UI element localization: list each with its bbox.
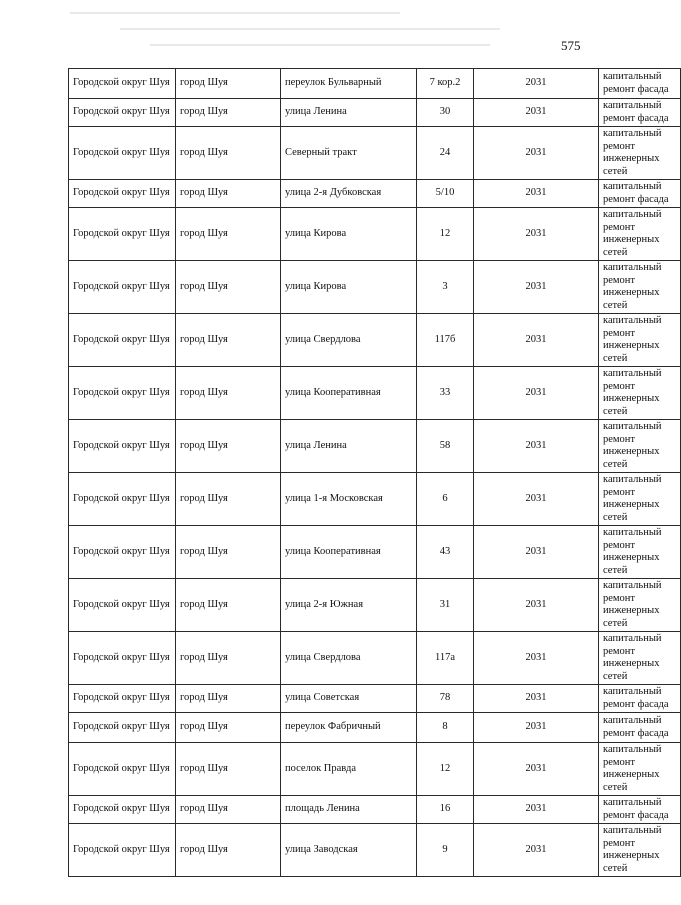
cell-house-number: 8 <box>417 713 474 743</box>
table-row <box>69 579 681 632</box>
cell-city: город Шуя <box>176 180 281 208</box>
cell-district: Городской округ Шуя <box>69 99 176 127</box>
faint-header-bleed-1 <box>70 12 400 14</box>
table-row <box>69 743 681 796</box>
cell-street: поселок Правда <box>281 743 417 796</box>
cell-work-type: капитальный ремонт фасада <box>599 99 681 127</box>
cell-district: Городской округ Шуя <box>69 69 176 99</box>
table-row <box>69 526 681 579</box>
cell-city: город Шуя <box>176 420 281 473</box>
cell-district: Городской округ Шуя <box>69 632 176 685</box>
cell-district: Городской округ Шуя <box>69 526 176 579</box>
cell-year: 2031 <box>474 420 599 473</box>
cell-street: улица Советская <box>281 685 417 713</box>
cell-city: город Шуя <box>176 367 281 420</box>
cell-work-type: капитальный ремонт инженерных сетей <box>599 208 681 261</box>
table-row <box>69 685 681 713</box>
cell-house-number: 117б <box>417 314 474 367</box>
table-body <box>69 69 681 877</box>
cell-street: улица Свердлова <box>281 314 417 367</box>
cell-city: город Шуя <box>176 526 281 579</box>
table-row <box>69 824 681 877</box>
cell-district: Городской округ Шуя <box>69 180 176 208</box>
cell-year: 2031 <box>474 127 599 180</box>
cell-work-type: капитальный ремонт инженерных сетей <box>599 824 681 877</box>
cell-year: 2031 <box>474 69 599 99</box>
cell-street: улица Кооперативная <box>281 367 417 420</box>
page-number: 575 <box>561 38 581 53</box>
cell-district: Городской округ Шуя <box>69 208 176 261</box>
table-row <box>69 367 681 420</box>
cell-work-type: капитальный ремонт фасада <box>599 685 681 713</box>
table-row <box>69 261 681 314</box>
cell-house-number: 58 <box>417 420 474 473</box>
cell-house-number: 78 <box>417 685 474 713</box>
cell-year: 2031 <box>474 99 599 127</box>
table-row <box>69 420 681 473</box>
table-row <box>69 473 681 526</box>
cell-street: площадь Ленина <box>281 796 417 824</box>
cell-street: Северный тракт <box>281 127 417 180</box>
cell-district: Городской округ Шуя <box>69 473 176 526</box>
cell-house-number: 30 <box>417 99 474 127</box>
cell-year: 2031 <box>474 824 599 877</box>
cell-house-number: 33 <box>417 367 474 420</box>
cell-work-type: капитальный ремонт инженерных сетей <box>599 632 681 685</box>
cell-work-type: капитальный ремонт инженерных сетей <box>599 743 681 796</box>
cell-street: улица Свердлова <box>281 632 417 685</box>
cell-street: улица Кооперативная <box>281 526 417 579</box>
cell-district: Городской округ Шуя <box>69 127 176 180</box>
cell-work-type: капитальный ремонт инженерных сетей <box>599 127 681 180</box>
cell-street: переулок Фабричный <box>281 713 417 743</box>
faint-header-bleed-2 <box>120 28 500 30</box>
cell-year: 2031 <box>474 632 599 685</box>
table-row <box>69 314 681 367</box>
cell-house-number: 12 <box>417 208 474 261</box>
cell-work-type: капитальный ремонт фасада <box>599 796 681 824</box>
cell-house-number: 117а <box>417 632 474 685</box>
cell-city: город Шуя <box>176 127 281 180</box>
cell-city: город Шуя <box>176 314 281 367</box>
cell-street: улица Заводская <box>281 824 417 877</box>
cell-year: 2031 <box>474 743 599 796</box>
table-row <box>69 127 681 180</box>
table-row <box>69 208 681 261</box>
cell-house-number: 16 <box>417 796 474 824</box>
cell-work-type: капитальный ремонт фасада <box>599 69 681 99</box>
cell-house-number: 43 <box>417 526 474 579</box>
cell-work-type: капитальный ремонт инженерных сетей <box>599 420 681 473</box>
cell-year: 2031 <box>474 367 599 420</box>
cell-street: улица Кирова <box>281 261 417 314</box>
cell-house-number: 6 <box>417 473 474 526</box>
cell-house-number: 9 <box>417 824 474 877</box>
table-row <box>69 99 681 127</box>
cell-district: Городской округ Шуя <box>69 314 176 367</box>
table-row <box>69 713 681 743</box>
cell-year: 2031 <box>474 473 599 526</box>
cell-district: Городской округ Шуя <box>69 367 176 420</box>
cell-street: улица 2-я Дубковская <box>281 180 417 208</box>
table-row <box>69 69 681 99</box>
cell-house-number: 24 <box>417 127 474 180</box>
cell-city: город Шуя <box>176 713 281 743</box>
cell-street: улица Ленина <box>281 99 417 127</box>
cell-work-type: капитальный ремонт инженерных сетей <box>599 526 681 579</box>
cell-street: улица 1-я Московская <box>281 473 417 526</box>
cell-work-type: капитальный ремонт инженерных сетей <box>599 367 681 420</box>
cell-city: город Шуя <box>176 261 281 314</box>
cell-work-type: капитальный ремонт инженерных сетей <box>599 579 681 632</box>
cell-city: город Шуя <box>176 685 281 713</box>
cell-year: 2031 <box>474 796 599 824</box>
cell-work-type: капитальный ремонт инженерных сетей <box>599 314 681 367</box>
cell-work-type: капитальный ремонт фасада <box>599 180 681 208</box>
cell-work-type: капитальный ремонт инженерных сетей <box>599 473 681 526</box>
cell-city: город Шуя <box>176 632 281 685</box>
cell-house-number: 3 <box>417 261 474 314</box>
cell-work-type: капитальный ремонт инженерных сетей <box>599 261 681 314</box>
cell-district: Городской округ Шуя <box>69 743 176 796</box>
repair-schedule-table <box>68 68 681 877</box>
cell-district: Городской округ Шуя <box>69 713 176 743</box>
cell-year: 2031 <box>474 579 599 632</box>
cell-district: Городской округ Шуя <box>69 685 176 713</box>
cell-house-number: 12 <box>417 743 474 796</box>
cell-work-type: капитальный ремонт фасада <box>599 713 681 743</box>
cell-district: Городской округ Шуя <box>69 261 176 314</box>
cell-district: Городской округ Шуя <box>69 796 176 824</box>
cell-street: улица Кирова <box>281 208 417 261</box>
cell-year: 2031 <box>474 685 599 713</box>
cell-district: Городской округ Шуя <box>69 420 176 473</box>
cell-year: 2031 <box>474 526 599 579</box>
cell-street: переулок Бульварный <box>281 69 417 99</box>
faint-header-bleed-3 <box>150 44 490 46</box>
cell-city: город Шуя <box>176 473 281 526</box>
cell-city: город Шуя <box>176 743 281 796</box>
cell-house-number: 5/10 <box>417 180 474 208</box>
cell-city: город Шуя <box>176 69 281 99</box>
cell-city: город Шуя <box>176 99 281 127</box>
table-row <box>69 796 681 824</box>
cell-year: 2031 <box>474 314 599 367</box>
cell-city: город Шуя <box>176 208 281 261</box>
cell-district: Городской округ Шуя <box>69 579 176 632</box>
cell-year: 2031 <box>474 261 599 314</box>
cell-year: 2031 <box>474 180 599 208</box>
cell-street: улица Ленина <box>281 420 417 473</box>
cell-house-number: 31 <box>417 579 474 632</box>
cell-year: 2031 <box>474 713 599 743</box>
table-row <box>69 180 681 208</box>
cell-house-number: 7 кор.2 <box>417 69 474 99</box>
cell-street: улица 2-я Южная <box>281 579 417 632</box>
cell-city: город Шуя <box>176 796 281 824</box>
cell-city: город Шуя <box>176 579 281 632</box>
table-row <box>69 632 681 685</box>
cell-district: Городской округ Шуя <box>69 824 176 877</box>
cell-city: город Шуя <box>176 824 281 877</box>
cell-year: 2031 <box>474 208 599 261</box>
